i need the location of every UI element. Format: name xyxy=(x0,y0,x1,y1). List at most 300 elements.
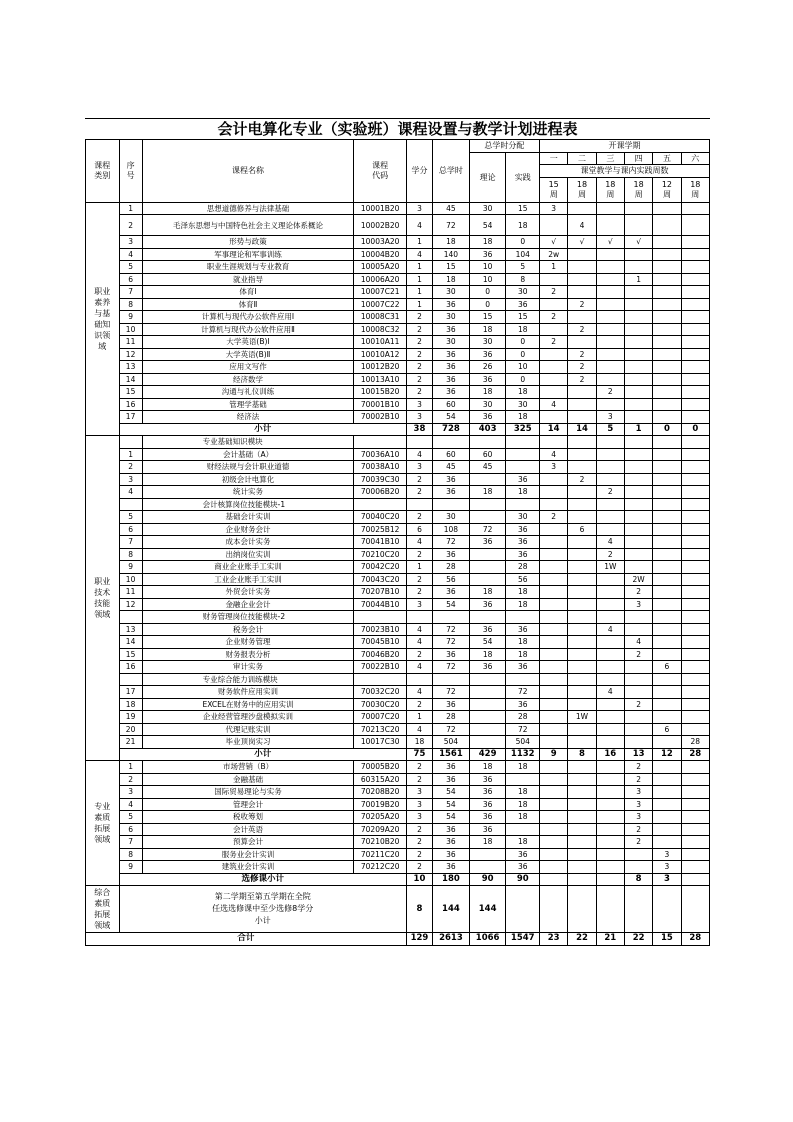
page-title: 会计电算化专业（实验班）课程设置与教学计划进程表 xyxy=(85,118,710,139)
semester-cell xyxy=(568,623,596,636)
course-name: 成本会计实务 xyxy=(142,536,354,549)
table-cell xyxy=(119,673,142,686)
credit-cell: 3 xyxy=(406,786,432,799)
semester-cell: 2 xyxy=(596,548,624,561)
semester-cell xyxy=(540,761,568,774)
header-semester: 六 xyxy=(681,152,709,165)
seq-cell: 7 xyxy=(119,286,142,299)
hours-cell: 30 xyxy=(433,311,470,324)
seq-cell: 3 xyxy=(119,786,142,799)
semester-cell xyxy=(681,548,709,561)
semester-cell: √ xyxy=(540,236,568,249)
semester-cell xyxy=(653,461,681,474)
credit-cell: 1 xyxy=(406,711,432,724)
semester-cell xyxy=(568,861,596,874)
semester-cell xyxy=(568,536,596,549)
seq-cell: 14 xyxy=(119,636,142,649)
course-name: 企业经营管理沙盘模拟实训 xyxy=(142,711,354,724)
course-code: 10010A12 xyxy=(354,348,406,361)
seq-cell: 19 xyxy=(119,711,142,724)
credit-cell: 18 xyxy=(406,736,432,749)
course-row xyxy=(86,723,710,736)
subtotal-label: 小计 xyxy=(119,748,406,761)
subtotal-row xyxy=(86,748,710,761)
semester-cell: 2 xyxy=(568,361,596,374)
semester-cell xyxy=(540,573,568,586)
hours-cell: 60 xyxy=(433,398,470,411)
semester-cell: 8 xyxy=(624,873,652,886)
semester-cell xyxy=(624,411,652,424)
seq-cell: 17 xyxy=(119,411,142,424)
table-cell xyxy=(433,498,470,511)
semester-cell xyxy=(653,736,681,749)
seq-cell: 2 xyxy=(119,773,142,786)
practice-cell: 18 xyxy=(506,761,540,774)
semester-cell xyxy=(596,636,624,649)
practice-cell: 28 xyxy=(506,561,540,574)
theory-cell xyxy=(469,711,506,724)
semester-cell xyxy=(681,623,709,636)
semester-cell xyxy=(596,773,624,786)
table-cell xyxy=(354,498,406,511)
semester-cell xyxy=(681,473,709,486)
credit-cell: 4 xyxy=(406,623,432,636)
practice-cell: 8 xyxy=(506,273,540,286)
semester-cell xyxy=(596,286,624,299)
course-code: 10002B20 xyxy=(354,215,406,236)
semester-cell xyxy=(681,336,709,349)
semester-cell xyxy=(596,511,624,524)
semester-cell xyxy=(568,261,596,274)
table-cell xyxy=(568,498,596,511)
header-category: 课程 类别 xyxy=(86,140,120,203)
course-row xyxy=(86,398,710,411)
semester-cell xyxy=(540,561,568,574)
course-row xyxy=(86,686,710,699)
course-name: 会计英语 xyxy=(142,823,354,836)
credit-cell: 3 xyxy=(406,461,432,474)
module-title: 专业基础知识模块 xyxy=(142,436,354,449)
course-name: 就业指导 xyxy=(142,273,354,286)
semester-cell xyxy=(681,348,709,361)
course-name: 毛泽东思想与中国特色社会主义理论体系概论 xyxy=(142,215,354,236)
practice-cell xyxy=(506,461,540,474)
semester-cell xyxy=(681,573,709,586)
table-cell xyxy=(681,498,709,511)
semester-cell xyxy=(653,536,681,549)
course-code: 70207B10 xyxy=(354,586,406,599)
course-row xyxy=(86,661,710,674)
credit-cell: 4 xyxy=(406,248,432,261)
hours-cell: 54 xyxy=(433,786,470,799)
semester-cell xyxy=(681,523,709,536)
semester-cell xyxy=(624,298,652,311)
practice-cell: 0 xyxy=(506,373,540,386)
practice-cell: 30 xyxy=(506,286,540,299)
course-code: 70039C30 xyxy=(354,473,406,486)
theory-cell: 26 xyxy=(469,361,506,374)
course-code: 10017C30 xyxy=(354,736,406,749)
semester-cell: 14 xyxy=(568,423,596,436)
credit-cell: 2 xyxy=(406,548,432,561)
table-cell xyxy=(540,436,568,449)
seq-cell: 15 xyxy=(119,386,142,399)
seq-cell: 10 xyxy=(119,323,142,336)
header-weeks: 18 周 xyxy=(596,177,624,202)
credit-cell: 1 xyxy=(406,298,432,311)
course-row xyxy=(86,636,710,649)
practice-cell: 0 xyxy=(506,348,540,361)
semester-cell xyxy=(681,202,709,215)
hours-cell: 504 xyxy=(433,736,470,749)
course-row xyxy=(86,548,710,561)
credit-cell: 2 xyxy=(406,698,432,711)
semester-cell: 6 xyxy=(653,661,681,674)
course-name: 体育Ⅰ xyxy=(142,286,354,299)
semester-cell xyxy=(596,448,624,461)
semester-cell xyxy=(653,411,681,424)
course-name: 职业生涯规划与专业教育 xyxy=(142,261,354,274)
theory-cell: 18 xyxy=(469,486,506,499)
semester-cell: 3 xyxy=(624,786,652,799)
course-row xyxy=(86,298,710,311)
semester-cell xyxy=(540,348,568,361)
theory-cell: 54 xyxy=(469,636,506,649)
header-hours-distribution: 总学时分配 xyxy=(469,140,539,153)
seq-cell: 1 xyxy=(119,761,142,774)
semester-cell xyxy=(596,698,624,711)
semester-cell: 3 xyxy=(540,202,568,215)
table-cell xyxy=(568,436,596,449)
course-name: 工业企业账手工实训 xyxy=(142,573,354,586)
practice-cell: 72 xyxy=(506,686,540,699)
semester-cell xyxy=(596,761,624,774)
practice-cell: 36 xyxy=(506,523,540,536)
theory-cell xyxy=(469,686,506,699)
semester-cell xyxy=(653,311,681,324)
semester-cell xyxy=(653,648,681,661)
course-row xyxy=(86,473,710,486)
hours-cell: 36 xyxy=(433,823,470,836)
header-weeks: 18 周 xyxy=(624,177,652,202)
practice-cell: 104 xyxy=(506,248,540,261)
course-plan-sheet xyxy=(85,118,710,946)
seq-cell: 7 xyxy=(119,836,142,849)
semester-cell: 28 xyxy=(681,736,709,749)
header-weeks: 18 周 xyxy=(568,177,596,202)
credit-cell: 4 xyxy=(406,536,432,549)
course-code: 10008C32 xyxy=(354,323,406,336)
credit-cell: 75 xyxy=(406,748,432,761)
table-cell xyxy=(568,673,596,686)
semester-cell xyxy=(653,361,681,374)
table-cell xyxy=(681,611,709,624)
table-cell xyxy=(568,886,596,933)
table-cell xyxy=(354,611,406,624)
seq-cell: 6 xyxy=(119,273,142,286)
module-title: 财务管理岗位技能模块-2 xyxy=(142,611,354,624)
course-row xyxy=(86,586,710,599)
semester-cell xyxy=(596,786,624,799)
theory-cell: 0 xyxy=(469,298,506,311)
course-code: 10004B20 xyxy=(354,248,406,261)
hours-cell: 54 xyxy=(433,811,470,824)
semester-cell xyxy=(653,236,681,249)
semester-cell xyxy=(596,398,624,411)
semester-cell xyxy=(653,373,681,386)
practice-cell: 18 xyxy=(506,811,540,824)
semester-cell xyxy=(681,861,709,874)
course-name: 国际贸易理论与实务 xyxy=(142,786,354,799)
seq-cell: 14 xyxy=(119,373,142,386)
semester-cell: 15 xyxy=(653,933,681,946)
course-name: 税收筹划 xyxy=(142,811,354,824)
hours-cell: 36 xyxy=(433,648,470,661)
table-cell xyxy=(406,673,432,686)
semester-cell xyxy=(568,311,596,324)
hours-cell: 36 xyxy=(433,486,470,499)
semester-cell xyxy=(624,398,652,411)
semester-cell xyxy=(596,823,624,836)
course-code: 70006B20 xyxy=(354,486,406,499)
practice-cell: 18 xyxy=(506,486,540,499)
header-theory: 理论 xyxy=(469,152,506,202)
course-code: 10007C21 xyxy=(354,286,406,299)
course-code: 70046B20 xyxy=(354,648,406,661)
course-row xyxy=(86,536,710,549)
semester-cell: 2 xyxy=(596,486,624,499)
semester-cell xyxy=(624,686,652,699)
semester-cell xyxy=(653,636,681,649)
theory-cell: 18 xyxy=(469,761,506,774)
course-name: 应用文写作 xyxy=(142,361,354,374)
table-cell xyxy=(506,498,540,511)
course-code: 70208B20 xyxy=(354,786,406,799)
semester-cell xyxy=(681,723,709,736)
theory-cell xyxy=(469,723,506,736)
semester-cell xyxy=(624,661,652,674)
semester-cell: 6 xyxy=(653,723,681,736)
semester-cell xyxy=(568,561,596,574)
semester-cell xyxy=(624,523,652,536)
credit-cell: 1 xyxy=(406,273,432,286)
semester-cell: 4 xyxy=(624,636,652,649)
theory-cell: 30 xyxy=(469,202,506,215)
table-cell xyxy=(433,436,470,449)
semester-cell: 2 xyxy=(624,586,652,599)
semester-cell xyxy=(653,273,681,286)
semester-cell xyxy=(596,873,624,886)
practice-cell: 10 xyxy=(506,361,540,374)
semester-cell xyxy=(624,723,652,736)
header-semester: 四 xyxy=(624,152,652,165)
semester-cell: 1 xyxy=(624,273,652,286)
category-cell: 职业 技术 技能 领域 xyxy=(86,436,120,761)
semester-cell xyxy=(653,215,681,236)
semester-cell xyxy=(568,736,596,749)
semester-cell xyxy=(568,511,596,524)
semester-cell xyxy=(568,411,596,424)
course-plan-table xyxy=(85,139,710,946)
semester-cell: 4 xyxy=(596,623,624,636)
practice-cell: 15 xyxy=(506,202,540,215)
subtotal-row xyxy=(86,873,710,886)
semester-cell: √ xyxy=(624,236,652,249)
semester-cell: 5 xyxy=(596,423,624,436)
theory-cell: 1066 xyxy=(469,933,506,946)
theory-cell: 36 xyxy=(469,373,506,386)
theory-cell: 10 xyxy=(469,273,506,286)
semester-cell xyxy=(540,773,568,786)
semester-cell: 2 xyxy=(568,348,596,361)
practice-cell: 1547 xyxy=(506,933,540,946)
course-row xyxy=(86,561,710,574)
course-name: 金融基础 xyxy=(142,773,354,786)
practice-cell: 18 xyxy=(506,215,540,236)
theory-cell: 60 xyxy=(469,448,506,461)
semester-cell: 12 xyxy=(653,748,681,761)
course-row xyxy=(86,236,710,249)
theory-cell xyxy=(469,698,506,711)
semester-cell xyxy=(540,273,568,286)
hours-cell: 72 xyxy=(433,661,470,674)
semester-cell xyxy=(540,623,568,636)
credit-cell: 8 xyxy=(406,886,432,933)
semester-cell xyxy=(540,586,568,599)
seq-cell: 18 xyxy=(119,698,142,711)
semester-cell xyxy=(568,836,596,849)
semester-cell xyxy=(681,511,709,524)
semester-cell xyxy=(653,398,681,411)
semester-cell xyxy=(681,386,709,399)
theory-cell xyxy=(469,736,506,749)
course-row xyxy=(86,311,710,324)
table-cell xyxy=(540,673,568,686)
semester-cell xyxy=(681,536,709,549)
semester-cell xyxy=(681,236,709,249)
semester-cell xyxy=(681,373,709,386)
seq-cell: 21 xyxy=(119,736,142,749)
practice-cell: 18 xyxy=(506,798,540,811)
hours-cell: 72 xyxy=(433,536,470,549)
table-cell xyxy=(406,436,432,449)
category-cell: 专业 素质 拓展 领域 xyxy=(86,761,120,886)
semester-cell xyxy=(568,636,596,649)
theory-cell: 18 xyxy=(469,386,506,399)
semester-cell xyxy=(624,386,652,399)
semester-cell: 3 xyxy=(653,861,681,874)
hours-cell: 36 xyxy=(433,323,470,336)
header-semesters: 开课学期 xyxy=(540,140,710,153)
semester-cell xyxy=(653,586,681,599)
hours-cell: 36 xyxy=(433,386,470,399)
semester-cell xyxy=(596,473,624,486)
semester-cell: 4 xyxy=(540,398,568,411)
credit-cell: 4 xyxy=(406,661,432,674)
course-code: 70205A20 xyxy=(354,811,406,824)
semester-cell xyxy=(653,348,681,361)
semester-cell: 3 xyxy=(653,873,681,886)
course-code: 70041B10 xyxy=(354,536,406,549)
semester-cell: 28 xyxy=(681,933,709,946)
semester-cell xyxy=(596,861,624,874)
theory-cell: 429 xyxy=(469,748,506,761)
semester-cell xyxy=(568,786,596,799)
semester-cell xyxy=(681,761,709,774)
semester-cell xyxy=(568,798,596,811)
semester-cell: 2 xyxy=(624,761,652,774)
semester-cell: 1 xyxy=(624,423,652,436)
seq-cell: 2 xyxy=(119,461,142,474)
theory-cell: 403 xyxy=(469,423,506,436)
course-row xyxy=(86,648,710,661)
course-name: 思想道德修养与法律基础 xyxy=(142,202,354,215)
hours-cell: 36 xyxy=(433,836,470,849)
practice-cell: 18 xyxy=(506,786,540,799)
semester-cell xyxy=(568,336,596,349)
semester-cell xyxy=(624,202,652,215)
seq-cell: 9 xyxy=(119,861,142,874)
course-code: 70025B12 xyxy=(354,523,406,536)
seq-cell: 6 xyxy=(119,523,142,536)
semester-cell xyxy=(568,586,596,599)
module-row xyxy=(86,498,710,511)
table-cell xyxy=(653,436,681,449)
hours-cell: 1561 xyxy=(433,748,470,761)
course-row xyxy=(86,861,710,874)
semester-cell xyxy=(568,661,596,674)
practice-cell: 56 xyxy=(506,573,540,586)
course-code: 70213C20 xyxy=(354,723,406,736)
hours-cell: 30 xyxy=(433,336,470,349)
practice-cell: 36 xyxy=(506,473,540,486)
course-code: 70043C20 xyxy=(354,573,406,586)
course-code: 70019B20 xyxy=(354,798,406,811)
semester-cell xyxy=(681,823,709,836)
course-name: 商业企业账手工实训 xyxy=(142,561,354,574)
course-name: 企业财务会计 xyxy=(142,523,354,536)
semester-cell xyxy=(681,286,709,299)
semester-cell xyxy=(568,386,596,399)
header-weeks: 12 周 xyxy=(653,177,681,202)
semester-cell: 3 xyxy=(624,798,652,811)
semester-cell: 1 xyxy=(540,261,568,274)
semester-cell xyxy=(540,548,568,561)
table-cell xyxy=(596,673,624,686)
semester-cell: 3 xyxy=(596,411,624,424)
hours-cell: 36 xyxy=(433,348,470,361)
credit-cell: 2 xyxy=(406,848,432,861)
course-name: 服务业会计实训 xyxy=(142,848,354,861)
semester-cell xyxy=(681,361,709,374)
practice-cell: 18 xyxy=(506,411,540,424)
table-cell xyxy=(653,673,681,686)
semester-cell xyxy=(681,486,709,499)
credit-cell: 2 xyxy=(406,361,432,374)
theory-cell xyxy=(469,548,506,561)
seq-cell: 1 xyxy=(119,448,142,461)
course-name: 建筑业会计实训 xyxy=(142,861,354,874)
table-cell xyxy=(506,436,540,449)
semester-cell xyxy=(540,873,568,886)
seq-cell: 11 xyxy=(119,586,142,599)
course-code: 70007C20 xyxy=(354,711,406,724)
table-cell xyxy=(540,886,568,933)
semester-cell: 2 xyxy=(540,336,568,349)
table-cell xyxy=(119,436,142,449)
course-row xyxy=(86,848,710,861)
seq-cell: 15 xyxy=(119,648,142,661)
